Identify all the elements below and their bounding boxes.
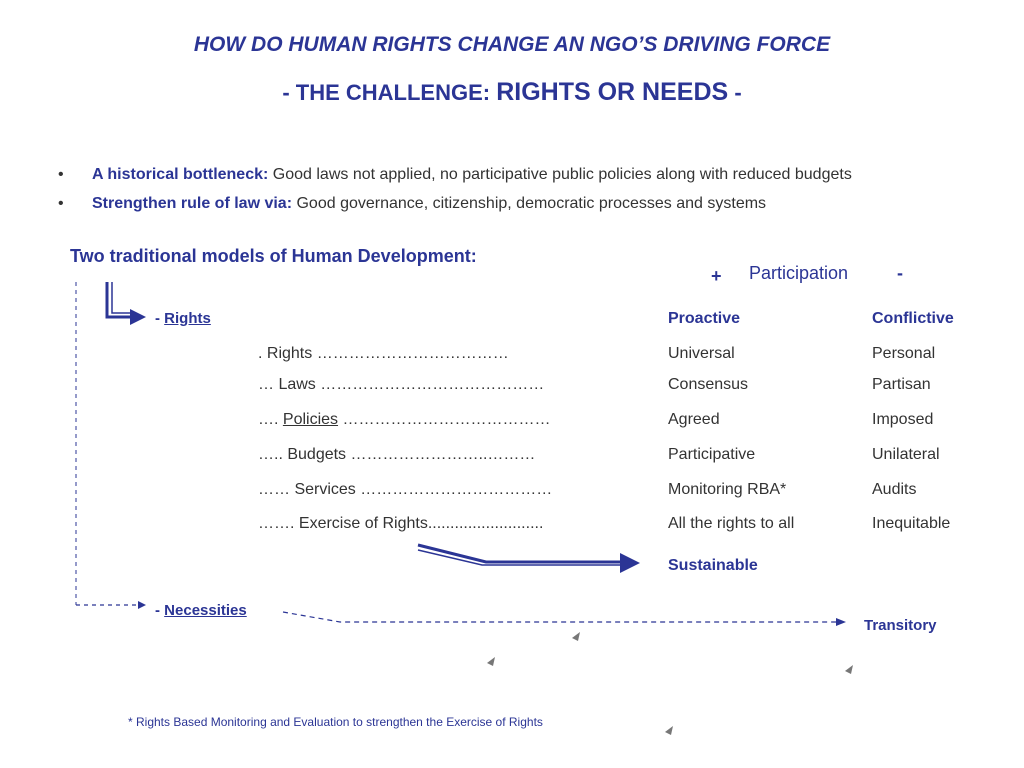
rights-bent-arrow-inner (112, 282, 132, 313)
sustainable-arrow-line (418, 545, 620, 562)
subtitle-suffix: - (734, 80, 742, 105)
small-triangle-icon (665, 726, 673, 735)
row-item: Budgets (287, 446, 347, 463)
footnote: * Rights Based Monitoring and Evaluation to strengthen the Exercise of Rights (128, 715, 543, 729)
arrowhead-icon (138, 601, 146, 609)
table-row: … Laws …………………………………… (258, 376, 545, 393)
row-item: Services (294, 481, 356, 498)
small-triangle-icon (572, 632, 580, 641)
rights-label-text: Rights (164, 310, 211, 327)
row-item: Policies (282, 411, 339, 428)
table-row: . Rights ……………………………… (258, 345, 509, 362)
necessities-label-text: Necessities (164, 602, 247, 619)
necessities-label: - Necessities (155, 602, 247, 619)
row-col2: Unilateral (872, 446, 940, 463)
row-col1: Participative (668, 446, 756, 463)
table-row: …. Policies ………………………………… (258, 411, 551, 428)
row-col2: Personal (872, 345, 936, 362)
row-item: Laws (278, 376, 316, 393)
bullet-text: Good laws not applied, no participative public policies along with reduced budgets (272, 166, 852, 183)
participation-label: Participation (749, 263, 849, 283)
rights-bent-arrow (107, 282, 132, 317)
page-title: HOW DO HUMAN RIGHTS CHANGE AN NGO’S DRIVING FORCE (193, 33, 831, 56)
column-header-conflictive: Conflictive (872, 310, 954, 327)
sustainable-label: Sustainable (668, 557, 758, 574)
arrowhead-icon (130, 309, 146, 325)
row-col2: Audits (872, 481, 917, 498)
row-col1: Consensus (668, 376, 749, 393)
transitory-label: Transitory (864, 617, 937, 634)
small-triangle-icon (845, 665, 853, 674)
row-col1: Agreed (668, 411, 720, 428)
bullet-marker: • (58, 166, 64, 183)
row-col1: All the rights to all (668, 515, 795, 532)
table-row: …… Services ……………………………… (258, 481, 553, 498)
bullet-text: Good governance, citizenship, democratic processes and systems (296, 195, 767, 212)
models-heading: Two traditional models of Human Development: (70, 246, 477, 266)
table-row: ……. Exercise of Rights.......................... (258, 515, 544, 532)
participation-minus: - (897, 263, 903, 283)
row-col1: Monitoring RBA* (668, 481, 787, 498)
small-triangle-icon (487, 657, 495, 666)
table-row: ….. Budgets ……………………..……… (258, 446, 536, 463)
bullet-label: Strengthen rule of law via: (92, 195, 293, 212)
bullet-marker: • (58, 195, 64, 212)
subtitle-emphasis: RIGHTS OR NEEDS (496, 78, 729, 106)
transitory-dashed-line (283, 612, 836, 622)
row-col2: Partisan (872, 376, 931, 393)
row-item: Exercise of Rights (298, 515, 428, 532)
subtitle-prefix: - THE CHALLENGE: (282, 80, 491, 105)
bullet-label: A historical bottleneck: (92, 166, 269, 183)
rights-label: - Rights (155, 310, 211, 327)
arrowhead-icon (620, 553, 640, 573)
row-col1: Universal (668, 345, 735, 362)
arrowhead-icon (836, 618, 846, 626)
row-item: Rights (266, 345, 313, 362)
column-header-proactive: Proactive (668, 310, 741, 327)
row-col2: Inequitable (872, 515, 951, 532)
row-col2: Imposed (872, 411, 934, 428)
participation-plus: + (711, 266, 722, 286)
